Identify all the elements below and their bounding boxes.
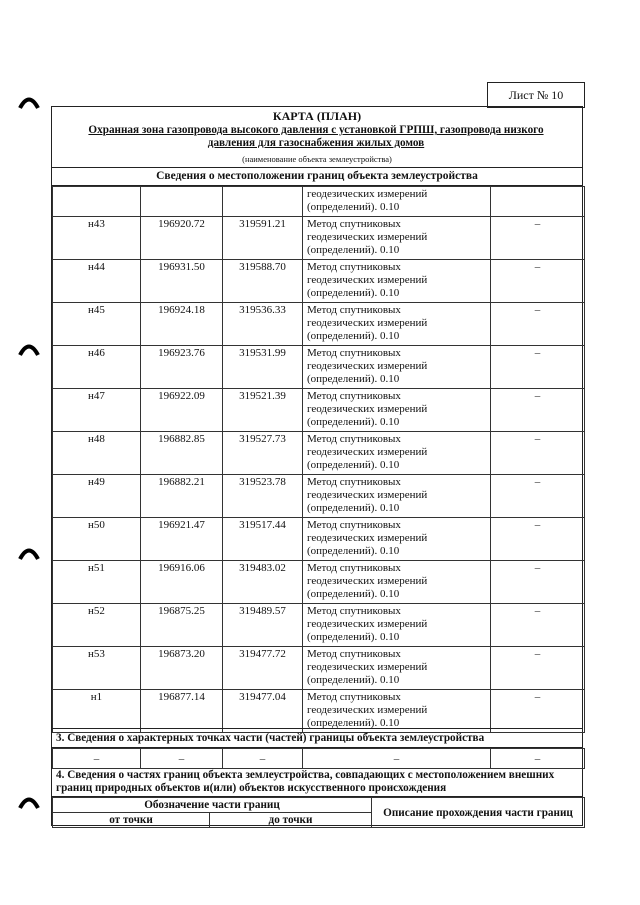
method-line: Метод спутниковых: [307, 519, 401, 531]
point-id-cell: н52: [53, 604, 141, 647]
method-line: (определений). 0.10: [307, 717, 400, 729]
method-line: (определений). 0.10: [307, 244, 400, 256]
document-title: КАРТА (ПЛАН): [272, 109, 362, 123]
method-line: геодезических измерений: [307, 360, 428, 372]
x-coord-cell: 196923.76: [141, 346, 223, 389]
method-line: Метод спутниковых: [307, 433, 401, 445]
dash-cell: –: [491, 647, 585, 690]
method-line: (определений). 0.10: [307, 416, 400, 428]
dash-cell: –: [491, 432, 585, 475]
point-id-cell: н50: [53, 518, 141, 561]
y-coord-cell: 319591.21: [223, 217, 303, 260]
section-location-heading: Сведения о местоположении границ объекта землеустройства: [52, 167, 582, 186]
point-id-cell: н53: [53, 647, 141, 690]
x-coord-cell: [141, 187, 223, 217]
table-header-row: [53, 798, 585, 813]
y-coord-cell: [223, 187, 303, 217]
table-row: [53, 561, 585, 604]
method-cell: [303, 647, 491, 690]
error-cell: [491, 187, 585, 217]
method-line: геодезических измерений: [307, 489, 428, 501]
section-3-heading: 3. Сведения о характерных точках части (частей) границы объекта землеустройства: [52, 728, 582, 748]
coordinates-table: [52, 186, 585, 733]
dash-cell: –: [491, 217, 585, 260]
method-line: геодезических измерений: [307, 231, 428, 243]
table-row: [53, 389, 585, 432]
dash-cell: –: [491, 260, 585, 303]
dash-cell: –: [491, 561, 585, 604]
object-name-caption: (наименование объекта землеустройства): [242, 154, 392, 164]
method-cell: [303, 561, 491, 604]
table-row: [53, 518, 585, 561]
point-id-cell: н46: [53, 346, 141, 389]
y-coord-cell: 319517.44: [223, 518, 303, 561]
method-line: (определений). 0.10: [307, 201, 400, 213]
table-row: [53, 187, 585, 217]
method-cell: [303, 187, 491, 217]
point-id-cell: н51: [53, 561, 141, 604]
method-line: (определений). 0.10: [307, 588, 400, 600]
dash-cell: –: [491, 475, 585, 518]
method-line: Метод спутниковых: [307, 605, 401, 617]
point-id-cell: [53, 187, 141, 217]
y-coord-cell: 319483.02: [223, 561, 303, 604]
sheet-number-box: Лист № 10: [487, 82, 585, 108]
method-line: геодезических измерений: [307, 575, 428, 587]
method-line: Метод спутниковых: [307, 691, 401, 703]
method-line: геодезических измерений: [307, 317, 428, 329]
method-cell: [303, 303, 491, 346]
method-line: (определений). 0.10: [307, 502, 400, 514]
y-coord-cell: 319477.04: [223, 690, 303, 733]
punch-hole-mark: [18, 795, 40, 809]
method-line: геодезических измерений: [307, 446, 428, 458]
dash-cell: –: [491, 604, 585, 647]
table-row: [53, 604, 585, 647]
method-line: (определений). 0.10: [307, 459, 400, 471]
section-4-table: [52, 797, 585, 828]
dash-cell: –: [491, 690, 585, 733]
y-coord-cell: 319588.70: [223, 260, 303, 303]
method-line: Метод спутниковых: [307, 347, 401, 359]
method-line: Метод спутниковых: [307, 476, 401, 488]
dash-cell: –: [491, 389, 585, 432]
method-cell: [303, 604, 491, 647]
method-line: (определений). 0.10: [307, 631, 400, 643]
dash-cell: –: [491, 346, 585, 389]
x-coord-cell: 196931.50: [141, 260, 223, 303]
method-line: геодезических измерений: [307, 618, 428, 630]
point-id-cell: н45: [53, 303, 141, 346]
x-coord-cell: 196920.72: [141, 217, 223, 260]
method-line: (определений). 0.10: [307, 545, 400, 557]
y-coord-cell: 319489.57: [223, 604, 303, 647]
section-4-heading: 4. Сведения о частях границ объекта землеустройства, совпадающих с местоположением внешних границ природных объектов и(или) объектов искусственного происхождения: [52, 766, 582, 797]
method-line: геодезических измерений: [307, 274, 428, 286]
punch-hole-mark: [18, 95, 40, 109]
table-row: [53, 303, 585, 346]
y-coord-cell: 319536.33: [223, 303, 303, 346]
dash-cell: –: [491, 303, 585, 346]
designation-header: Обозначение части границ: [53, 798, 372, 813]
document-header: [52, 107, 582, 167]
method-cell: [303, 518, 491, 561]
table-row: [53, 432, 585, 475]
table-row: [53, 346, 585, 389]
method-line: геодезических измерений: [307, 403, 428, 415]
method-line: (определений). 0.10: [307, 330, 400, 342]
y-coord-cell: 319527.73: [223, 432, 303, 475]
x-coord-cell: 196875.25: [141, 604, 223, 647]
table-cell: –: [141, 749, 223, 769]
y-coord-cell: 319531.99: [223, 346, 303, 389]
method-line: геодезических измерений: [307, 704, 428, 716]
method-line: Метод спутниковых: [307, 261, 401, 273]
method-line: Метод спутниковых: [307, 390, 401, 402]
method-line: геодезических измерений: [307, 532, 428, 544]
table-cell: –: [303, 749, 491, 769]
from-point-header: от точки: [53, 813, 210, 828]
table-cell: –: [53, 749, 141, 769]
x-coord-cell: 196922.09: [141, 389, 223, 432]
method-cell: [303, 690, 491, 733]
point-id-cell: н48: [53, 432, 141, 475]
point-id-cell: н43: [53, 217, 141, 260]
to-point-header: до точки: [210, 813, 372, 828]
method-cell: [303, 260, 491, 303]
method-line: (определений). 0.10: [307, 287, 400, 299]
x-coord-cell: 196882.85: [141, 432, 223, 475]
method-line: геодезических измерений: [307, 661, 428, 673]
table-row: [53, 475, 585, 518]
x-coord-cell: 196877.14: [141, 690, 223, 733]
method-line: (определений). 0.10: [307, 373, 400, 385]
method-cell: [303, 432, 491, 475]
x-coord-cell: 196873.20: [141, 647, 223, 690]
punch-hole-mark: [18, 342, 40, 356]
x-coord-cell: 196916.06: [141, 561, 223, 604]
table-cell: –: [223, 749, 303, 769]
method-cell: [303, 217, 491, 260]
x-coord-cell: 196924.18: [141, 303, 223, 346]
table-row: [53, 690, 585, 733]
x-coord-cell: 196882.21: [141, 475, 223, 518]
y-coord-cell: 319523.78: [223, 475, 303, 518]
point-id-cell: н1: [53, 690, 141, 733]
x-coord-cell: 196921.47: [141, 518, 223, 561]
y-coord-cell: 319477.72: [223, 647, 303, 690]
table-row: [53, 647, 585, 690]
object-name: Охранная зона газопровода высокого давления с установкой ГРПШ, газопровода низкого давления для газоснабжения жилых домов: [88, 124, 544, 149]
method-line: (определений). 0.10: [307, 674, 400, 686]
point-id-cell: н44: [53, 260, 141, 303]
method-line: Метод спутниковых: [307, 304, 401, 316]
method-line: геодезических измерений: [307, 188, 428, 200]
method-line: Метод спутниковых: [307, 562, 401, 574]
method-line: Метод спутниковых: [307, 648, 401, 660]
method-cell: [303, 346, 491, 389]
dash-cell: –: [491, 518, 585, 561]
method-line: Метод спутниковых: [307, 218, 401, 230]
method-cell: [303, 389, 491, 432]
point-id-cell: н47: [53, 389, 141, 432]
table-row: [53, 260, 585, 303]
punch-hole-mark: [18, 546, 40, 560]
y-coord-cell: 319521.39: [223, 389, 303, 432]
document-frame: [51, 106, 583, 826]
point-id-cell: н49: [53, 475, 141, 518]
table-cell: –: [491, 749, 585, 769]
table-row: [53, 217, 585, 260]
description-header: Описание прохождения части границ: [372, 798, 585, 828]
method-cell: [303, 475, 491, 518]
